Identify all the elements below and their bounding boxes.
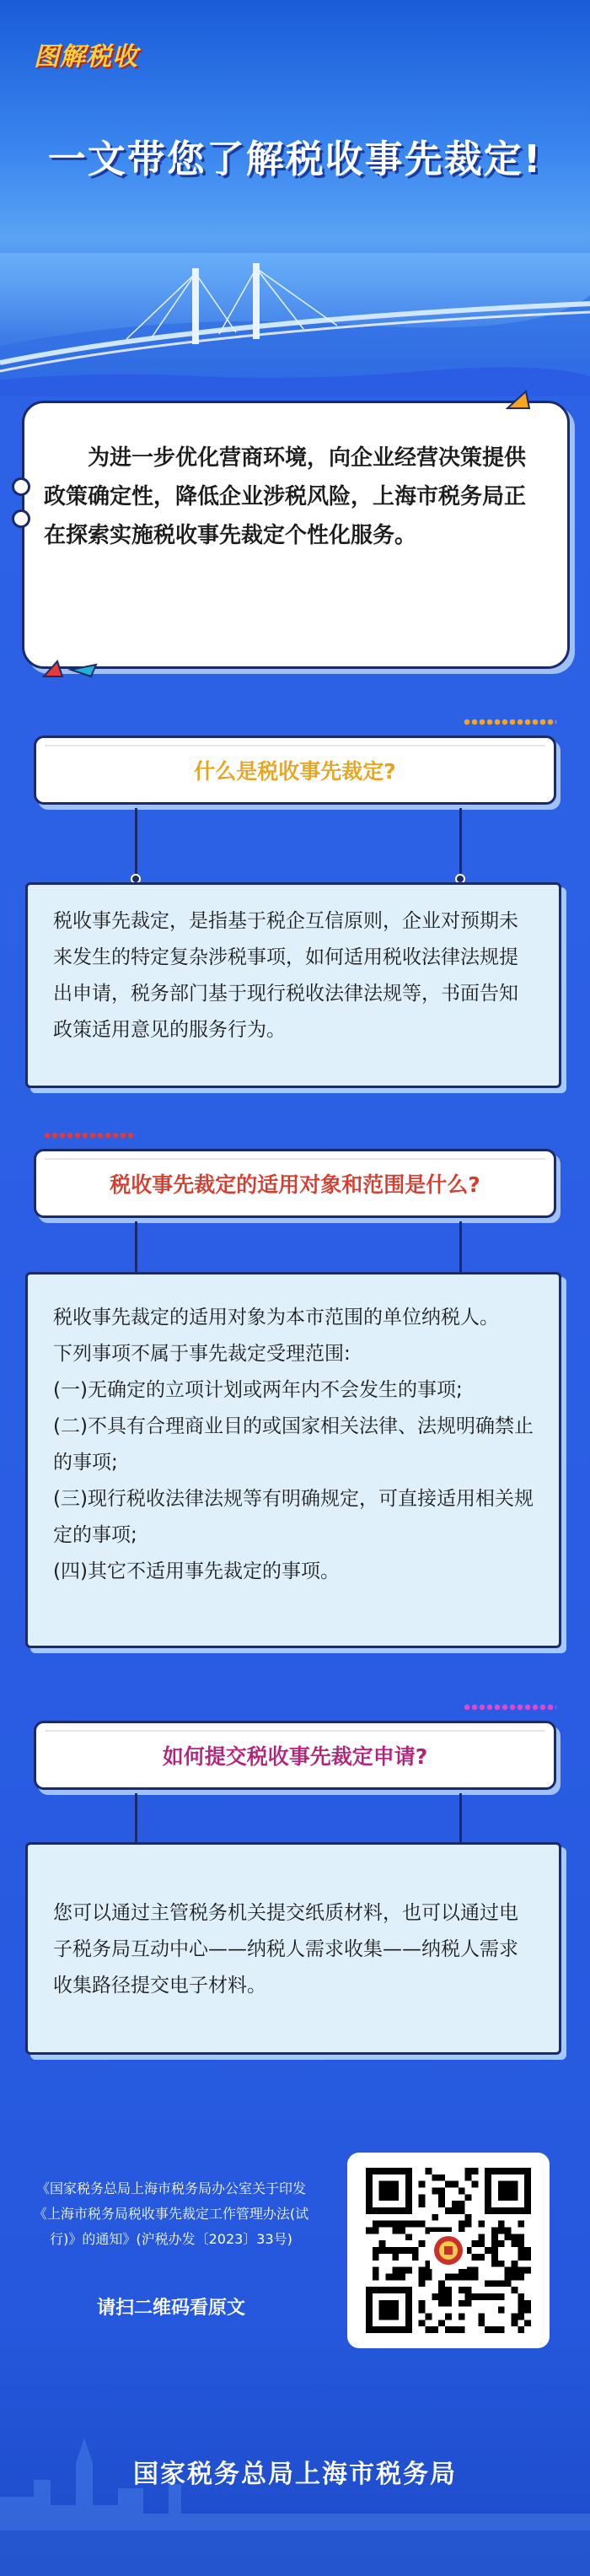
wave-decoration	[464, 1704, 556, 1711]
tax-emblem-icon	[430, 2232, 467, 2269]
answer-text: (二)不具有合理商业目的或国家相关法律、法规明确禁止的事项;	[53, 1415, 534, 1474]
question-title-2: 税收事先裁定的适用对象和范围是什么?	[110, 1172, 480, 1197]
answer-card-1	[25, 882, 561, 1088]
question-card-1	[34, 736, 556, 805]
question-title-1: 什么是税收事先裁定?	[194, 759, 396, 784]
page-title: 一文带您了解税收事先裁定!	[47, 137, 543, 181]
triangle-decoration	[506, 390, 531, 410]
answer-card-3	[25, 1842, 561, 2055]
scan-instruction: 请扫二维码看原文	[96, 2298, 245, 2319]
card-line	[45, 1730, 545, 1732]
answer-text: 税收事先裁定的适用对象为本市范围的单位纳税人。	[53, 1307, 499, 1328]
question-card-3	[34, 1721, 556, 1790]
binder-ring	[12, 477, 30, 496]
binder-ring	[12, 509, 30, 528]
logo	[34, 35, 138, 73]
card-line	[45, 745, 545, 746]
city-skyline	[0, 2404, 590, 2576]
wave-decoration	[464, 719, 556, 725]
bridge-illustration	[0, 245, 590, 396]
answer-text: (一)无确定的立项计划或两年内不会发生的事项;	[53, 1379, 463, 1401]
logo-text: 图解税收	[34, 42, 138, 72]
document-reference: 《国家税务总局上海市税务局办公室关于印发《上海市税务局税收事先裁定工作管理办法(试行)》的通知》(沪税办发〔2023〕33号)	[33, 2180, 309, 2247]
hero-banner	[0, 0, 590, 396]
answer-text: 下列事项不属于事先裁定受理范围:	[53, 1343, 351, 1365]
answer-card-2	[25, 1272, 561, 1648]
intro-text: 为进一步优化营商环境，向企业经营决策提供政策确定性，降低企业涉税风险，上海市税务局正在探索实施税收事先裁定个性化服务。	[44, 445, 527, 548]
connector	[135, 808, 137, 882]
wave-decoration	[44, 1132, 137, 1139]
question-title-3: 如何提交税收事先裁定申请?	[162, 1744, 428, 1769]
organization-name: 国家税务总局上海市税务局	[133, 2460, 457, 2489]
answer-text: (四)其它不适用事先裁定的事项。	[53, 1560, 340, 1582]
question-card-2	[34, 1149, 556, 1218]
card-line	[45, 1158, 545, 1160]
answer-text: (三)现行税收法律法规等有明确规定，可直接适用相关规定的事项;	[53, 1488, 534, 1546]
answer-text: 您可以通过主管税务机关提交纸质材料，也可以通过电子税务局互动中心——纳税人需求收集——纳税人需求收集路径提交电子材料。	[53, 1902, 518, 1997]
triangle-decoration	[40, 658, 101, 680]
answer-text: 税收事先裁定，是指基于税企互信原则，企业对预期未来发生的特定复杂涉税事项，如何适用税收法律法规提出申请，税务部门基于现行税收法律法规等，书面告知政策适用意见的服务行为。	[53, 910, 518, 1041]
connector	[459, 808, 462, 882]
